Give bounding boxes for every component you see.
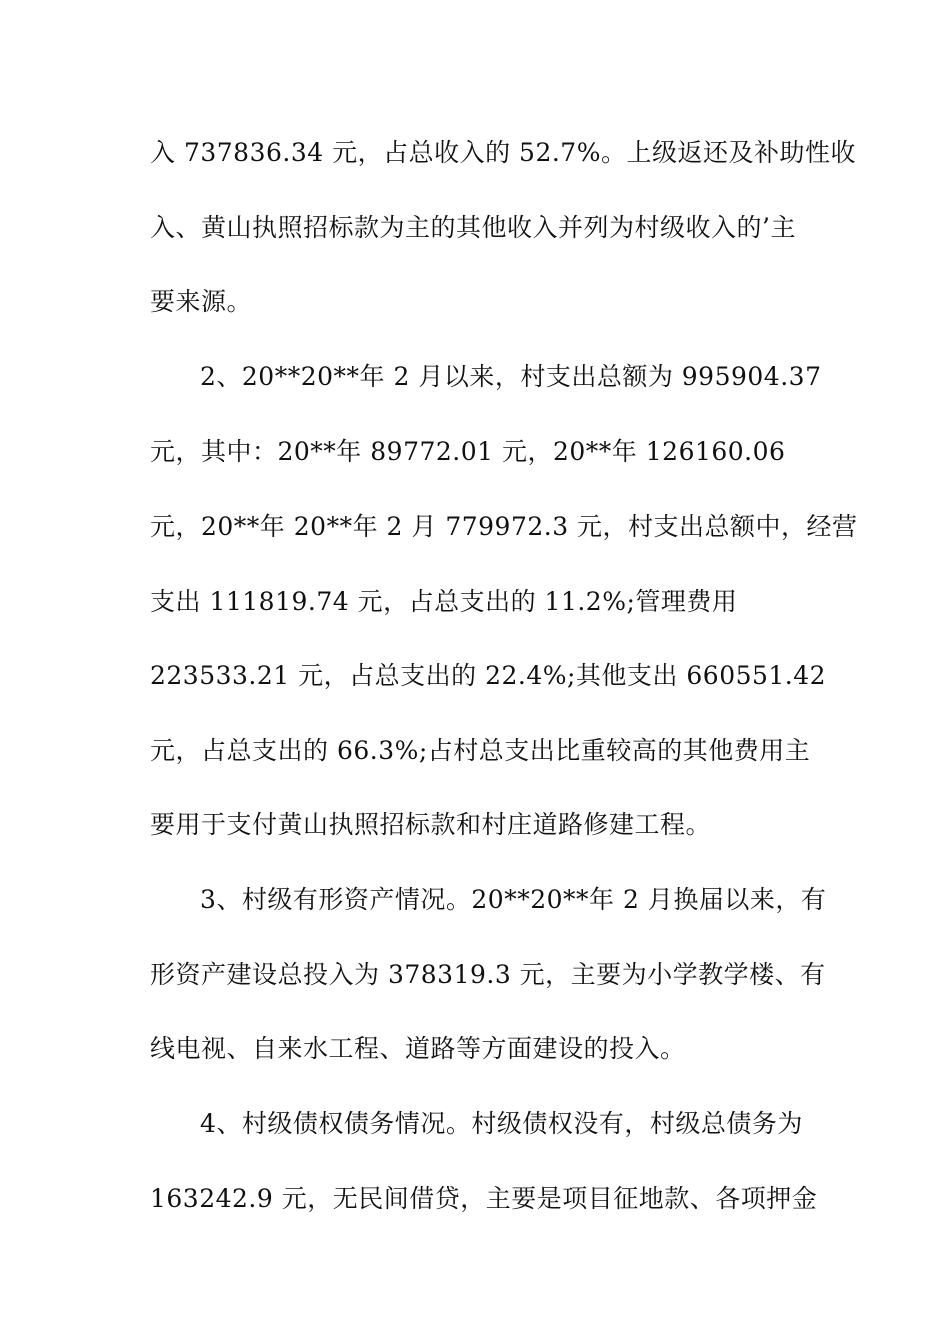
text-line: 要来源。 xyxy=(150,287,253,316)
text-line: 线电视、自来水工程、道路等方面建设的投入。 xyxy=(150,1034,686,1063)
text-line: 入、黄山执照招标款为主的其他收入并列为村级收入的’主 xyxy=(150,213,796,242)
paragraph-start-line: 2、20**20**年 2 月以来，村支出总额为 995904.37 xyxy=(200,362,822,391)
text-line: 形资产建设总投入为 378319.3 元，主要为小学教学楼、有 xyxy=(150,960,826,989)
paragraph-start-line: 4、村级债权债务情况。村级债权没有，村级总债务为 xyxy=(200,1109,803,1138)
text-line: 元，占总支出的 66.3%;占村总支出比重较高的其他费用主 xyxy=(150,736,811,765)
text-line: 223533.21 元，占总支出的 22.4%;其他支出 660551.42 xyxy=(150,661,827,690)
text-line: 163242.9 元，无民间借贷，主要是项目征地款、各项押金 xyxy=(150,1184,818,1213)
paragraph-start-line: 3、村级有形资产情况。20**20**年 2 月换届以来，有 xyxy=(200,885,827,914)
text-line: 支出 111819.74 元，占总支出的 11.2%;管理费用 xyxy=(150,587,738,616)
text-line: 要用于支付黄山执照招标款和村庄道路修建工程。 xyxy=(150,810,712,839)
text-line: 元，20**年 20**年 2 月 779972.3 元，村支出总额中，经营 xyxy=(150,512,858,541)
text-line: 元，其中：20**年 89772.01 元，20**年 126160.06 xyxy=(150,437,786,466)
text-line: 入 737836.34 元，占总收入的 52.7%。上级返还及补助性收 xyxy=(150,138,856,167)
